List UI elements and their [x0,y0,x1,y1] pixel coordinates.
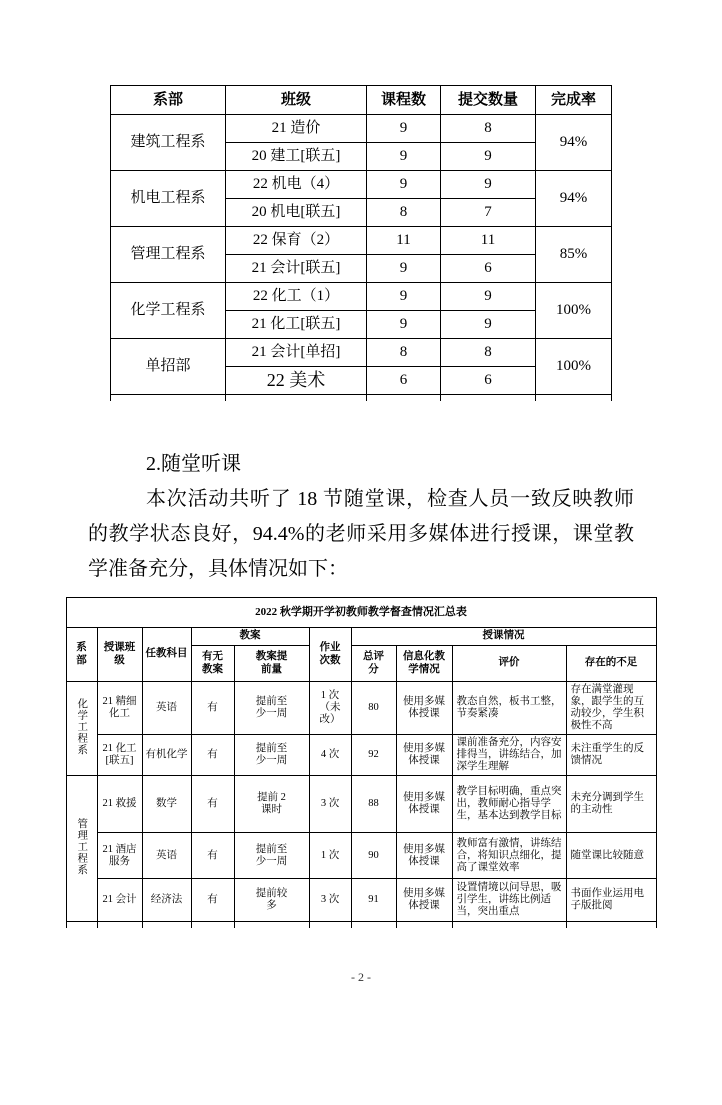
it-teaching-cell: 使用多媒体授课 [396,776,452,833]
table-continuation-stub [111,395,612,402]
deficiency-cell: 未充分调到学生的主动性 [566,776,656,833]
homework-cell: 1 次（未改） [309,682,351,735]
class-cell: 20 机电[联五] [226,199,367,227]
homework-cell: 1 次 [309,833,351,879]
table-row [111,171,612,199]
rate-cell: 100% [536,339,612,395]
deficiency-cell: 存在满堂灌现象，跟学生的互动较少，学生积极性不高 [566,682,656,735]
plan-ahead-cell: 提前 2 课时 [234,776,309,833]
dept-cell: 化学工程系 [66,682,97,776]
evaluation-cell: 教学目标明确，重点突出，教师耐心指导学生，基本达到教学目标 [452,776,566,833]
subject-cell: 英语 [142,682,191,735]
it-teaching-cell: 使用多媒体授课 [396,735,452,776]
table-title: 2022 秋学期开学初教师教学督查情况汇总表 [66,598,656,628]
inspection-summary-table [66,597,657,928]
table-row [66,776,656,833]
class-cell: 20 建工[联五] [226,143,367,171]
courses-cell: 8 [367,199,441,227]
subject-cell: 经济法 [142,879,191,922]
score-cell: 88 [351,776,396,833]
dept-cell: 单招部 [111,339,226,395]
rate-cell: 94% [536,171,612,227]
header-class: 班级 [226,86,367,115]
subject-cell: 数学 [142,776,191,833]
rate-cell: 85% [536,227,612,283]
class-cell: 22 化工（1） [226,283,367,311]
homework-cell: 3 次 [309,776,351,833]
courses-cell: 9 [367,115,441,143]
table-row [66,833,656,879]
has-plan-cell: 有 [191,682,234,735]
header-lesson-plan-group: 教案 [191,628,309,646]
table-row [66,682,656,735]
table-header-group-row [66,628,656,646]
courses-cell: 9 [367,255,441,283]
evaluation-cell: 课前准备充分，内容安排得当，讲练结合，加深学生理解 [452,735,566,776]
deficiency-cell: 未注重学生的反馈情况 [566,735,656,776]
score-cell: 80 [351,682,396,735]
document-page [0,85,722,1105]
table-continuation-stub [66,922,656,929]
submitted-cell: 7 [441,199,536,227]
class-cell: 21 化工[联五] [226,311,367,339]
score-cell: 92 [351,735,396,776]
header-dept: 系部 [66,628,97,682]
table-row [66,735,656,776]
it-teaching-cell: 使用多媒体授课 [396,682,452,735]
table-header-row [111,86,612,115]
plan-ahead-cell: 提前较多 [234,879,309,922]
rate-cell: 100% [536,283,612,339]
table-row [111,227,612,255]
has-plan-cell: 有 [191,735,234,776]
submitted-cell: 9 [441,143,536,171]
header-courses: 课程数 [367,86,441,115]
table-row [111,115,612,143]
class-cell: 21 化工[联五] [97,735,142,776]
header-evaluation: 评价 [452,646,566,682]
homework-cell: 4 次 [309,735,351,776]
header-it-teaching: 信息化教学情况 [396,646,452,682]
submitted-cell: 8 [441,115,536,143]
class-cell: 21 酒店服务 [97,833,142,879]
homework-cell: 3 次 [309,879,351,922]
subject-cell: 有机化学 [142,735,191,776]
class-cell: 21 精细化工 [97,682,142,735]
it-teaching-cell: 使用多媒体授课 [396,833,452,879]
rate-cell: 94% [536,115,612,171]
courses-cell: 9 [367,311,441,339]
has-plan-cell: 有 [191,879,234,922]
header-homework: 作业次数 [309,628,351,682]
header-score: 总评分 [351,646,396,682]
plan-ahead-cell: 提前至少一周 [234,735,309,776]
header-plan-ahead: 教案提前量 [234,646,309,682]
submitted-cell: 9 [441,311,536,339]
table-row [111,339,612,367]
evaluation-cell: 教态自然，板书工整，节奏紧凑 [452,682,566,735]
dept-cell: 化学工程系 [111,283,226,339]
section-heading: 2.随堂听课 [146,453,241,475]
has-plan-cell: 有 [191,776,234,833]
plan-ahead-cell: 提前至少一周 [234,833,309,879]
submitted-cell: 9 [441,171,536,199]
class-cell: 22 美术 [226,367,367,395]
submitted-cell: 6 [441,367,536,395]
score-cell: 90 [351,833,396,879]
class-cell: 22 保育（2） [226,227,367,255]
evaluation-cell: 设置情境以问导思，吸引学生，讲练比例适当，突出重点 [452,879,566,922]
class-cell: 21 会计[联五] [226,255,367,283]
header-deficiency: 存在的不足 [566,646,656,682]
class-cell: 22 机电（4） [226,171,367,199]
header-teaching-group: 授课情况 [351,628,656,646]
header-class: 授课班级 [97,628,142,682]
plan-ahead-cell: 提前至少一周 [234,682,309,735]
header-has-plan: 有无教案 [191,646,234,682]
deficiency-cell: 书面作业运用电子版批阅 [566,879,656,922]
completion-summary-table [110,85,612,401]
evaluation-cell: 教师富有激情，讲练结合，将知识点细化，提高了课堂效率 [452,833,566,879]
section-paragraph: 本次活动共听了 18 节随堂课，检查人员一致反映教师的教学状态良好，94.4%的老师采用多媒体进行授课，课堂教学准备充分，具体情况如下： [88,488,634,580]
page-number: - 2 - [351,970,371,985]
class-cell: 21 造价 [226,115,367,143]
dept-cell: 管理工程系 [66,776,97,922]
dept-cell: 管理工程系 [111,227,226,283]
table-row [66,879,656,922]
submitted-cell: 11 [441,227,536,255]
submitted-cell: 9 [441,283,536,311]
class-cell: 21 救援 [97,776,142,833]
has-plan-cell: 有 [191,833,234,879]
table-title-row [66,598,656,628]
header-dept: 系部 [111,86,226,115]
class-cell: 21 会计 [97,879,142,922]
dept-cell: 机电工程系 [111,171,226,227]
courses-cell: 9 [367,171,441,199]
courses-cell: 11 [367,227,441,255]
class-cell: 21 会计[单招] [226,339,367,367]
submitted-cell: 6 [441,255,536,283]
table-row [111,283,612,311]
header-submitted: 提交数量 [441,86,536,115]
courses-cell: 9 [367,143,441,171]
submitted-cell: 8 [441,339,536,367]
it-teaching-cell: 使用多媒体授课 [396,879,452,922]
subject-cell: 英语 [142,833,191,879]
courses-cell: 9 [367,283,441,311]
dept-cell: 建筑工程系 [111,115,226,171]
header-rate: 完成率 [536,86,612,115]
courses-cell: 8 [367,339,441,367]
courses-cell: 6 [367,367,441,395]
header-subject: 任教科目 [142,628,191,682]
score-cell: 91 [351,879,396,922]
deficiency-cell: 随堂课比较随意 [566,833,656,879]
